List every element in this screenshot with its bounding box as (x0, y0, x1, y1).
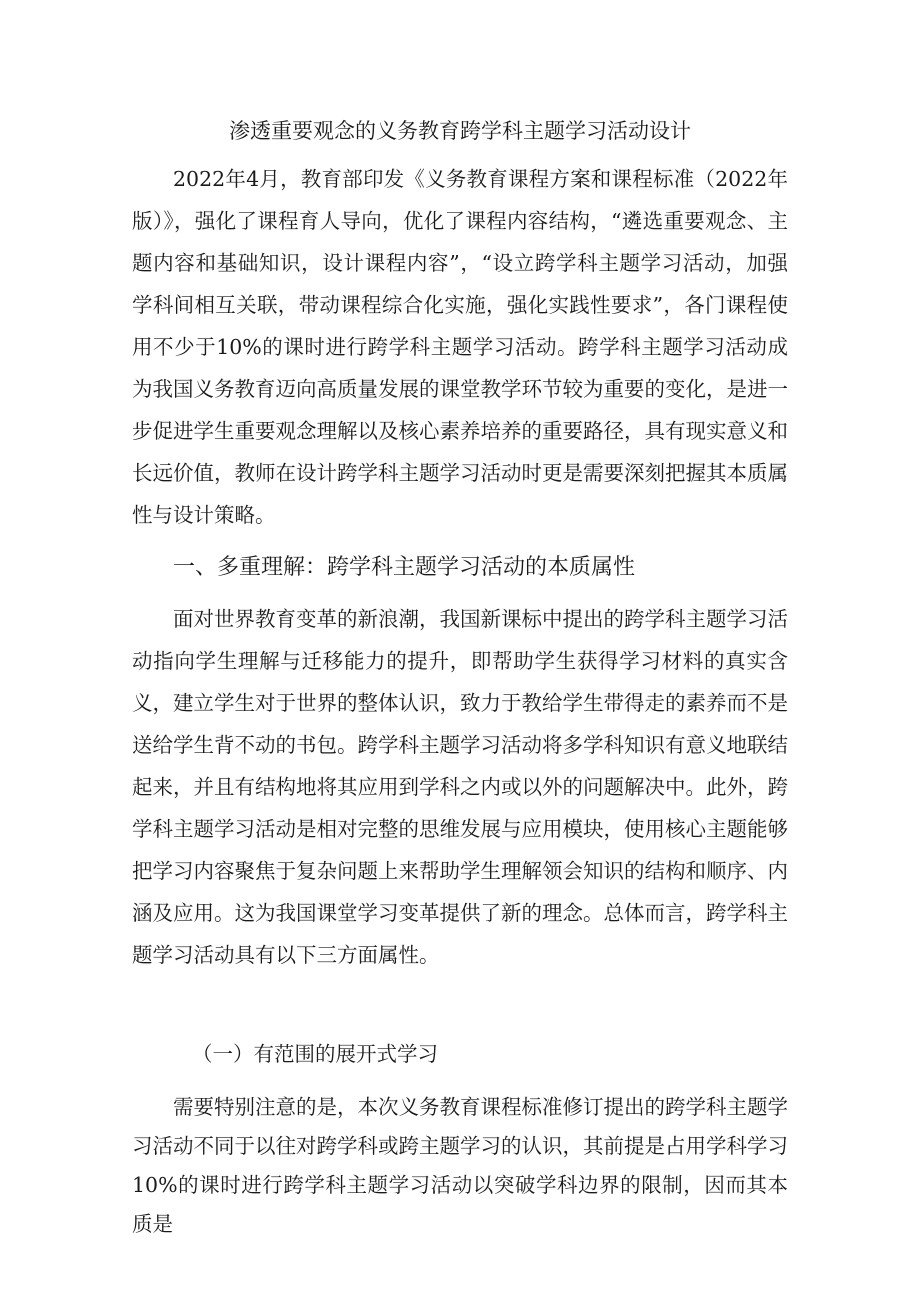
paragraph-intro: 2022年4月，教育部印发《义务教育课程方案和课程标准（2022年版）》，强化了课程育人导向，优化了课程内容结构，“遴选重要观念、主题内容和基础知识，设计课程内容”，“设立跨学科主题学习活动，加强学科间相互关联，带动课程综合化实施，强化实践性要求”，各门课程使用不少于10%的课时进行跨学科主题学习活动。跨学科主题学习活动成为我国义务教育迈向高质量发展的课堂教学环节较为重要的变化，是进一步促进学生重要观念理解以及核心素养培养的重要路径，具有现实意义和长远价值，教师在设计跨学科主题学习活动时更是需要深刻把握其本质属性与设计策略。 (132, 167, 788, 527)
paragraph-subsection-1: 需要特别注意的是，本次义务教育课程标准修订提出的跨学科主题学习活动不同于以往对跨学科或跨主题学习的认识，其前提是占用学科学习10%的课时进行跨学科主题学习活动以突破学科边界的限制，因而其本质是 (132, 1095, 788, 1236)
document-title: 渗透重要观念的义务教育跨学科主题学习活动设计 (229, 119, 691, 143)
subsection-heading-1: （一）有范围的展开式学习 (192, 1042, 438, 1066)
paragraph-section-1: 面对世界教育变革的新浪潮，我国新课标中提出的跨学科主题学习活动指向学生理解与迁移能力的提升，即帮助学生获得学习材料的真实含义，建立学生对于世界的整体认识，致力于教给学生带得走的素养而不是送给学生背不动的书包。跨学科主题学习活动将多学科知识有意义地联结起来，并且有结构地将其应用到学科之内或以外的问题解决中。此外，跨学科主题学习活动是相对完整的思维发展与应用模块，使用核心主题能够把学习内容聚焦于复杂问题上来帮助学生理解领会知识的结构和顺序、内涵及应用。这为我国课堂学习变革提供了新的理念。总体而言，跨学科主题学习活动具有以下三方面属性。 (132, 607, 788, 967)
section-heading-1: 一、多重理解：跨学科主题学习活动的本质属性 (173, 555, 636, 580)
